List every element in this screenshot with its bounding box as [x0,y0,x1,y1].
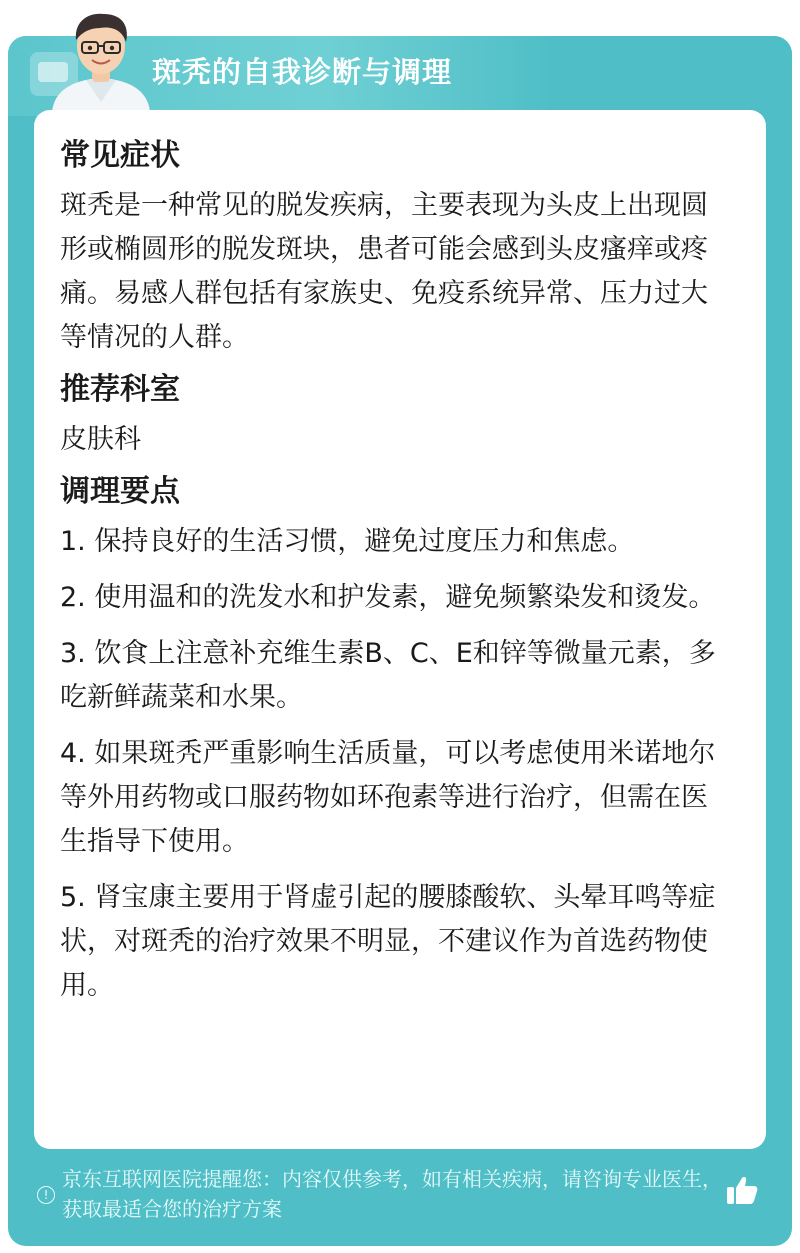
article-content [60,126,728,1020]
info-icon: ! [37,1186,55,1204]
department-heading: 推荐科室 [60,372,180,407]
footer-disclaimer: 京东互联网医院提醒您：内容仅供参考，如有相关疾病，请咨询专业医生，获取最适合您的治疗方案 [62,1167,722,1221]
care-item-1: 1. 保持良好的生活习惯，避免过度压力和焦虑。 [60,526,635,557]
care-item-4: 4. 如果斑秃严重影响生活质量，可以考虑使用米诺地尔等外用药物或口服药物如环孢素等进行治疗，但需在医生指导下使用。 [60,738,716,857]
symptoms-heading: 常见症状 [60,138,180,173]
doctor-avatar [46,6,156,112]
symptoms-text: 斑秃是一种常见的脱发疾病，主要表现为头皮上出现圆形或椭圆形的脱发斑块，患者可能会感到头皮瘙痒或疼痛。易感人群包括有家族史、免疫系统异常、压力过大等情况的人群。 [60,190,708,353]
care-item-2: 2. 使用温和的洗发水和护发素，避免频繁染发和烫发。 [60,582,716,613]
care-item-5: 5. 肾宝康主要用于肾虚引起的腰膝酸软、头晕耳鸣等症状，对斑秃的治疗效果不明显，不建议作为首选药物使用。 [60,882,716,1001]
care-heading: 调理要点 [60,474,180,509]
page-title: 斑秃的自我诊断与调理 [152,55,453,89]
thumbs-up-icon[interactable] [724,1172,760,1208]
department-text: 皮肤科 [60,424,141,455]
care-item-3: 3. 饮食上注意补充维生素B、C、E和锌等微量元素，多吃新鲜蔬菜和水果。 [60,638,716,713]
